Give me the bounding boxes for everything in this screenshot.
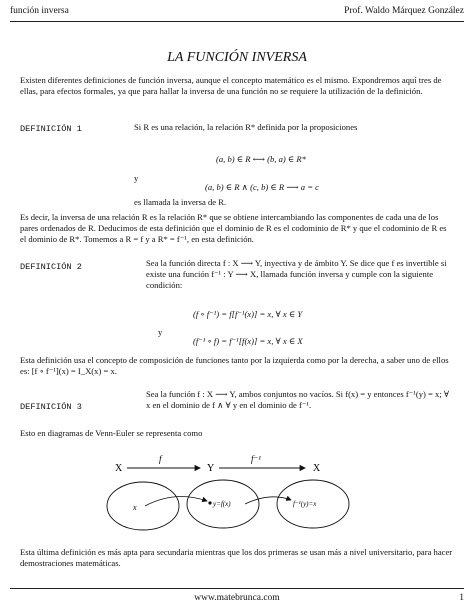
- footer-url[interactable]: www.matebrunca.com: [194, 593, 280, 603]
- paragraph-venn-intro: Esto en diagramas de Venn-Euler se representa como: [20, 428, 203, 438]
- set-x2-label: X: [313, 463, 321, 474]
- definition-2-eq2: (f⁻¹ ∘ f) = f⁻¹[f(x)] = x, ∀ x ∈ X: [193, 336, 303, 346]
- point-y: y=f(x): [213, 500, 231, 508]
- point-finv: f⁻¹(y)=x: [293, 500, 317, 508]
- mapping-arrow-finv: [245, 497, 291, 504]
- definition-3-label: DEFINICIÓN 3: [20, 402, 82, 412]
- mapping-arrow-f: [145, 497, 207, 506]
- paragraph-closing: Esta última definición es más apta para secundaria mientras que los dos primeras se usan más a nivel universitario, para hacer demostraciones matemáticas.: [20, 547, 453, 569]
- running-header-right: Prof. Waldo Márquez González: [344, 6, 464, 16]
- definition-1-closing: es llamada la inversa de R.: [134, 197, 227, 207]
- definition-1-text: Si R es una relación, la relación R* definida por la proposiciones: [134, 122, 358, 132]
- definition-1-connector: y: [134, 173, 139, 183]
- point-x: x: [133, 503, 137, 512]
- definition-2-text: Sea la función directa f : X ⟶ Y, inyectiva y de ámbito Y. Se dice que f es invertible si existe una función f⁻¹ : Y ⟶ X, llamada función inversa y cumple con la siguiente condición:: [146, 258, 447, 291]
- page-number: 1: [459, 593, 464, 603]
- set-x-label: X: [115, 463, 123, 474]
- definition-2-label: DEFINICIÓN 2: [20, 262, 82, 272]
- definition-1-label: DEFINICIÓN 1: [20, 124, 82, 134]
- arrow-f-label: f: [159, 454, 162, 464]
- paragraph-explanation: Es decir, la inversa de una relación R es la relación R* que se obtiene intercambiando las componentes de cada una de los pares ordenados de R. Deducimos de esta definición que el dominio de R es el codominio de R* y que el codominio de R es el dominio de R*. Tomemos a R = f y a R* = f⁻¹, en esta definición.: [20, 212, 447, 245]
- header-rule: [10, 21, 464, 22]
- set-x-ellipse: [107, 482, 179, 530]
- definition-1-eq1: (a, b) ∈ R ⟷ (b, a) ∈ R*: [216, 154, 306, 164]
- footer-rule: [10, 588, 464, 589]
- set-y-label: Y: [207, 463, 215, 474]
- intro-paragraph: Existen diferentes definiciones de función inversa, aunque el concepto matemático es el mismo. Expondremos aquí tres de ellas, para efectos formales, ya que para hallar la inversa de una función no se requiere la utilización de la definición.: [20, 75, 442, 97]
- definition-2-connector: y: [158, 327, 163, 337]
- definition-2-eq1: (f ∘ f⁻¹) = f[f⁻¹(x)] = x, ∀ x ∈ Y: [193, 309, 303, 319]
- venn-euler-diagram: [95, 448, 355, 538]
- definition-1-eq2: (a, b) ∈ R ∧ (c, b) ∈ R ⟶ a = c: [205, 182, 319, 192]
- arrow-finv-label: f⁻¹: [251, 454, 261, 464]
- page-title: LA FUNCIÓN INVERSA: [167, 50, 307, 65]
- paragraph-composition: Esta definición usa el concepto de composición de funciones tanto por la izquierda como por la derecha, a saber uno de ellos es: [f ∘ f⁻¹](x) = I_X(x) = x.: [20, 355, 449, 377]
- running-header-left: función inversa: [10, 6, 69, 16]
- definition-3-text: Sea la función f : X ⟶ Y, ambos conjuntos no vacíos. Si f(x) = y entonces f⁻¹(y) = x; ∀ x en el dominio de f ∧ ∀ y en el dominio de f⁻¹.: [146, 389, 450, 411]
- point-y-dot: [208, 501, 211, 504]
